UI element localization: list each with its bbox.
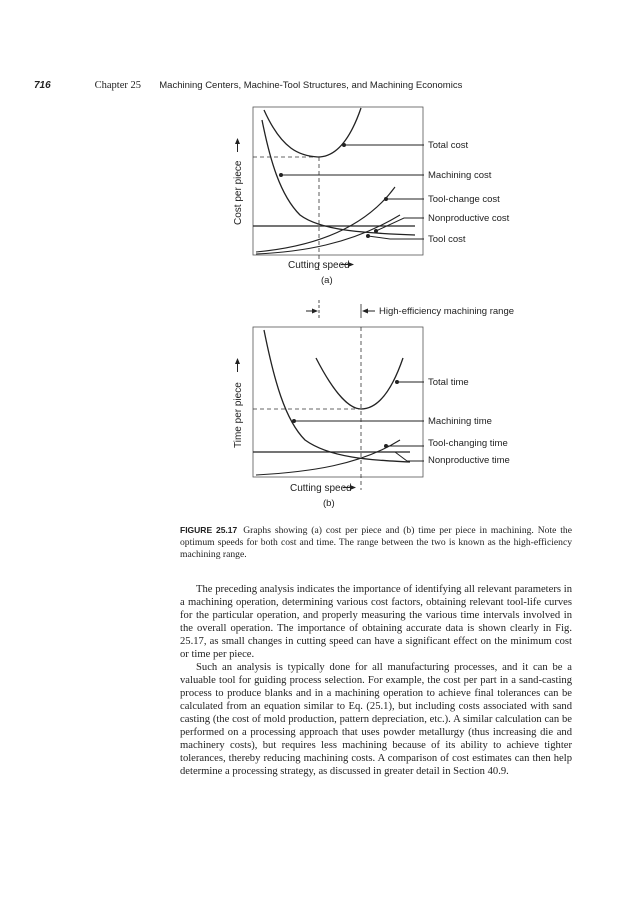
panel-b-y-axis-title (233, 359, 244, 448)
panel-a-tag: (a) (321, 275, 333, 286)
panel-a-y-axis-title (233, 139, 244, 225)
section-title: Machining Centers, Machine-Tool Structures, and Machining Economics (159, 80, 463, 91)
machining-cost-curve (262, 120, 415, 235)
figure-caption-id: FIGURE 25.17 (180, 525, 238, 535)
figure-caption-text: Graphs showing (a) cost per piece and (b) time per piece in machining. Note the optimum speeds for both cost and time. The range between the two is known as the high-efficiency machining range. (180, 525, 572, 561)
panel-b-tag: (b) (323, 498, 335, 509)
tool-changing-time-curve (256, 440, 400, 475)
tool-cost-curve (256, 215, 400, 254)
tool-cost-marker (366, 234, 370, 238)
total-time-curve (316, 358, 403, 409)
panel-a-x-axis-label: Cutting speed (288, 260, 350, 271)
panel-b (233, 327, 510, 509)
label-tool-changing-time: Tool-changing time (428, 438, 508, 449)
label-nonproductive-time: Nonproductive time (428, 455, 510, 466)
nonproductive-time-leader (395, 452, 424, 461)
tool-cost-leader (368, 236, 424, 239)
panel-a (233, 107, 510, 286)
label-total-cost: Total cost (428, 140, 469, 151)
range-label: High-efficiency machining range (379, 306, 515, 317)
panel-a-y-axis-label: Cost per piece (233, 160, 244, 225)
paragraph-1: The preceding analysis indicates the importance of identifying all relevant parameters in a machining operation, determining various cost factors, obtaining relevant tool-life curves for the particular operation, and properly measuring the various time intervals involved in the overall operation. The importance of obtaining accurate data is shown clearly in Fig. 25.17, as small changes in cutting speed can have a significant effect on the minimum cost or time per piece. (180, 584, 572, 660)
panel-b-y-axis-label: Time per piece (233, 382, 244, 448)
nonproductive-cost-marker (374, 229, 378, 233)
high-efficiency-range (306, 300, 514, 318)
label-tool-change-cost: Tool-change cost (428, 194, 500, 205)
total-cost-curve (264, 108, 361, 157)
page-number: 716 (34, 80, 51, 91)
machining-time-curve (264, 330, 410, 462)
label-total-time: Total time (428, 377, 469, 388)
label-machining-cost: Machining cost (428, 170, 492, 181)
chapter-label: Chapter 25 (94, 80, 141, 91)
label-nonproductive-cost: Nonproductive cost (428, 213, 510, 224)
label-machining-time: Machining time (428, 416, 492, 427)
figure-caption (180, 524, 572, 562)
paragraph-2: Such an analysis is typically done for all manufacturing processes, and it can be a valuable tool for guiding process selection. For example, the cost per part in a sand-casting process to produce blanks and in a machining operation to achieve final tolerances can be calculated from an equation similar to Eq. (25.1), but including costs associated with sand casting (the cost of mold production, pattern depreciation, etc.). A similar calculation can be performed on a processing approach that uses powder metallurgy (thus increasing die and machinery costs), but requires less machining because of its ability to achieve tighter tolerances, thereby reducing machining costs. A comparison of cost estimates can then help determine a processing strategy, as discussed in greater detail in Section 40.9. (180, 662, 572, 777)
label-tool-cost: Tool cost (428, 234, 466, 245)
panel-b-x-axis-label: Cutting speed (290, 483, 352, 494)
tool-change-cost-curve (256, 187, 395, 252)
body-text (180, 583, 572, 778)
